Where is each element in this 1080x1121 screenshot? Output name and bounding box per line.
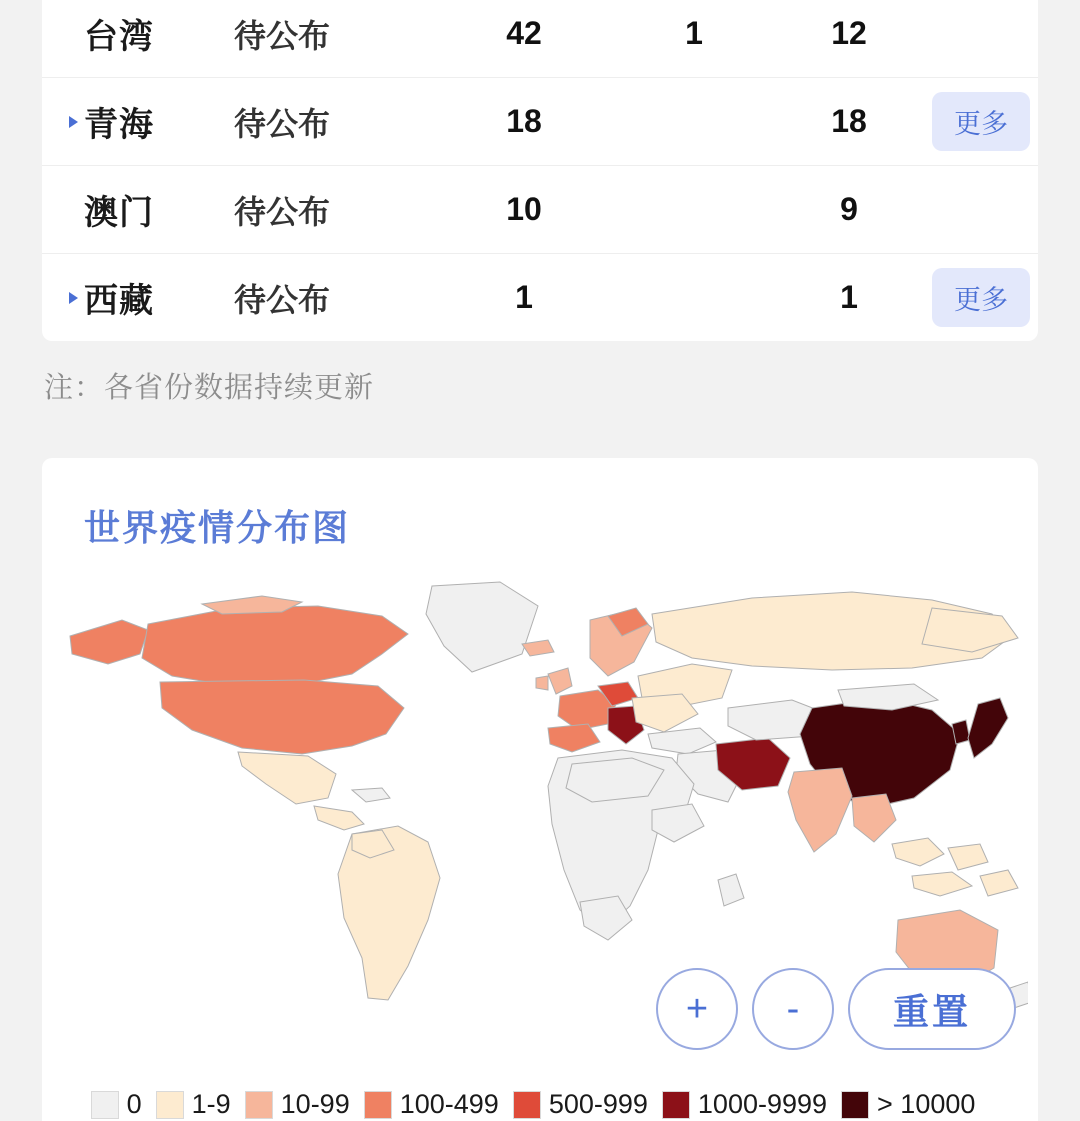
legend-item <box>245 1089 350 1120</box>
legend-swatch <box>513 1091 541 1119</box>
world-map[interactable] <box>52 558 1028 1028</box>
province-confirmed: 18 <box>506 103 542 139</box>
legend-label: 100-499 <box>399 1089 499 1119</box>
more-button[interactable]: 更多 <box>932 268 1030 327</box>
legend-swatch <box>156 1091 184 1119</box>
legend-swatch <box>662 1091 690 1119</box>
zoom-in-button[interactable]: + <box>656 968 738 1050</box>
legend-label: 1-9 <box>191 1089 231 1119</box>
legend-label: > 10000 <box>877 1089 976 1119</box>
province-recovered: 9 <box>840 191 858 227</box>
reset-button[interactable]: 重置 <box>848 968 1016 1050</box>
table-row[interactable] <box>42 78 1038 166</box>
table-row[interactable] <box>42 0 1038 78</box>
legend-swatch <box>245 1091 273 1119</box>
province-recovered: 12 <box>831 15 867 51</box>
legend-item <box>513 1089 648 1120</box>
legend-swatch <box>364 1091 392 1119</box>
province-status: 待公布 <box>234 17 331 54</box>
legend-label: 10-99 <box>280 1089 350 1119</box>
map-title: 世界疫情分布图 <box>84 507 351 548</box>
province-name: 青海 <box>84 106 154 144</box>
row-more-cell <box>924 92 1038 151</box>
row-expand-toggle[interactable] <box>42 116 84 128</box>
province-name: 澳门 <box>84 194 154 232</box>
legend-label: 0 <box>126 1089 142 1119</box>
row-more-cell <box>924 268 1038 327</box>
table-row[interactable] <box>42 166 1038 254</box>
row-more-cell <box>924 200 1038 220</box>
province-name: 台湾 <box>84 18 154 56</box>
province-confirmed: 10 <box>506 191 542 227</box>
chevron-right-icon <box>69 116 78 128</box>
province-recovered: 1 <box>840 279 858 315</box>
world-map-card <box>42 458 1038 1121</box>
province-confirmed: 1 <box>515 279 533 315</box>
province-status: 待公布 <box>234 281 331 318</box>
province-status: 待公布 <box>234 193 331 230</box>
row-expand-toggle[interactable] <box>42 204 84 216</box>
table-row[interactable] <box>42 254 1038 341</box>
table-note: 注：各省份数据持续更新 <box>44 372 375 404</box>
province-status: 待公布 <box>234 105 331 142</box>
province-name: 西藏 <box>84 282 154 320</box>
legend-label: 500-999 <box>548 1089 648 1119</box>
legend-item <box>841 1089 975 1120</box>
row-more-cell <box>924 24 1038 44</box>
row-expand-toggle[interactable] <box>42 28 84 40</box>
province-recovered: 18 <box>831 103 867 139</box>
legend-item <box>662 1089 827 1120</box>
legend-item <box>156 1089 231 1120</box>
zoom-out-button[interactable]: - <box>752 968 834 1050</box>
more-button[interactable]: 更多 <box>932 92 1030 151</box>
legend-item <box>91 1089 142 1120</box>
province-confirmed: 42 <box>506 15 542 51</box>
province-table <box>42 0 1038 341</box>
map-zoom-controls <box>656 968 1016 1050</box>
legend-label: 1000-9999 <box>697 1089 828 1119</box>
province-deaths: 1 <box>685 15 703 51</box>
map-legend <box>42 1089 1038 1120</box>
legend-swatch <box>841 1091 869 1119</box>
row-expand-toggle[interactable] <box>42 292 84 304</box>
legend-swatch <box>91 1091 119 1119</box>
legend-item <box>364 1089 499 1120</box>
chevron-right-icon <box>69 292 78 304</box>
